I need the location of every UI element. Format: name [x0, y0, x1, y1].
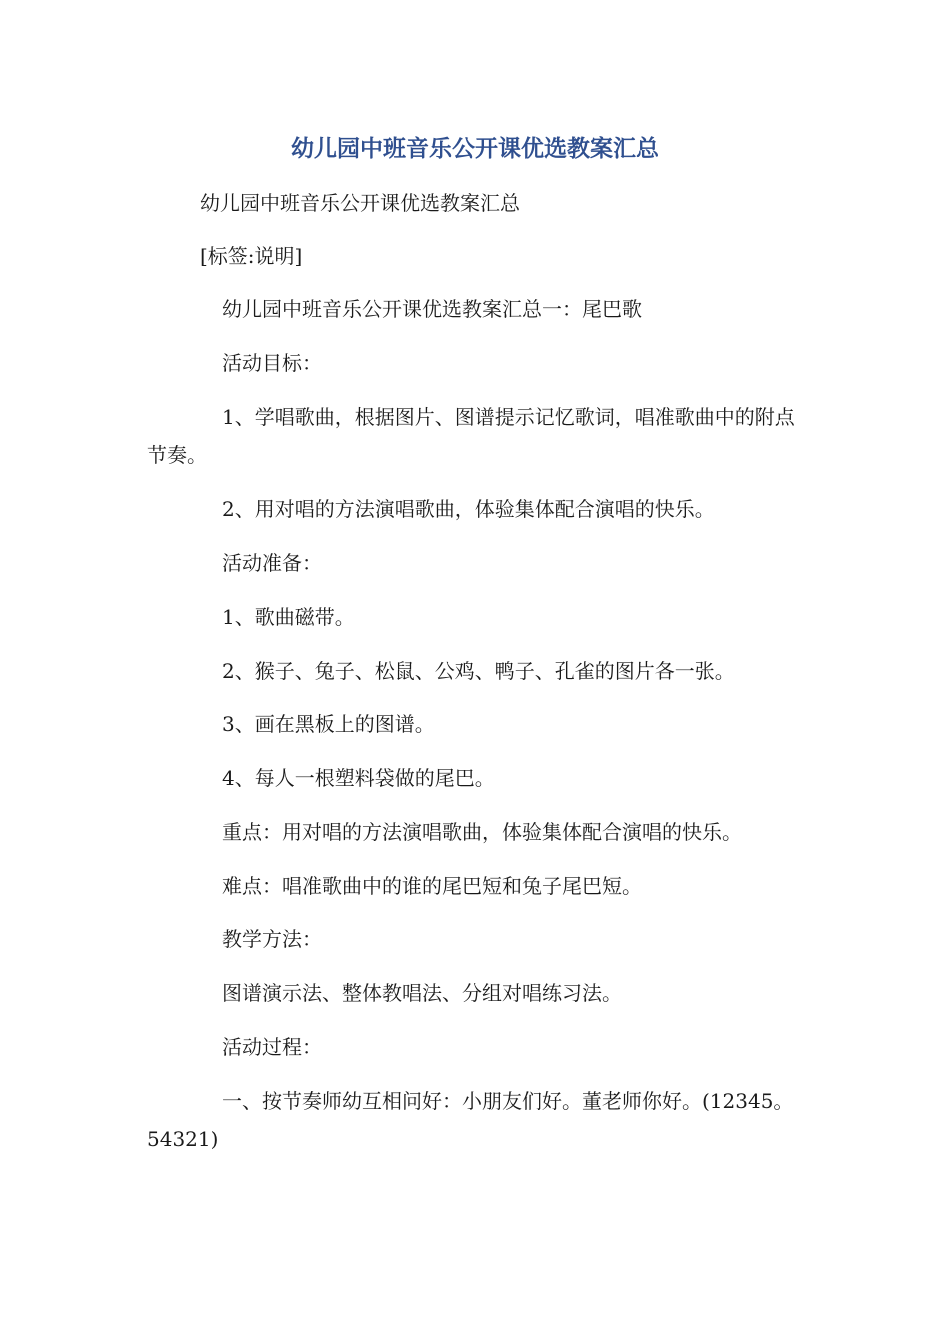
- teaching-methods-text: 图谱演示法、整体教唱法、分组对唱练习法。: [222, 981, 622, 1005]
- prep-item-3: 3、画在黑板上的图谱。: [222, 712, 435, 736]
- prep-item-1: 1、歌曲磁带。: [222, 605, 355, 629]
- prep-item-2: 2、猴子、兔子、松鼠、公鸡、鸭子、孔雀的图片各一张。: [222, 659, 735, 683]
- document-tags: [标签:说明]: [200, 244, 303, 268]
- section-heading-one: 幼儿园中班音乐公开课优选教案汇总一：尾巴歌: [222, 297, 642, 321]
- teaching-methods-heading: 教学方法：: [222, 927, 322, 951]
- difficult-point: 难点：唱准歌曲中的谁的尾巴短和兔子尾巴短。: [222, 874, 642, 898]
- activity-process-heading: 活动过程：: [222, 1035, 322, 1059]
- goal-item-1: 1、学唱歌曲，根据图片、图谱提示记忆歌词，唱准歌曲中的附点节奏。: [147, 405, 795, 467]
- prep-item-4: 4、每人一根塑料袋做的尾巴。: [222, 766, 495, 790]
- activity-prep-heading: 活动准备：: [222, 551, 322, 575]
- key-point: 重点：用对唱的方法演唱歌曲，体验集体配合演唱的快乐。: [222, 820, 742, 844]
- process-step-1: 一、按节奏师幼互相问好：小朋友们好。董老师你好。(12345。54321): [147, 1089, 794, 1151]
- goal-item-2: 2、用对唱的方法演唱歌曲，体验集体配合演唱的快乐。: [222, 497, 715, 521]
- document-title: 幼儿园中班音乐公开课优选教案汇总: [291, 136, 659, 162]
- document-subtitle: 幼儿园中班音乐公开课优选教案汇总: [200, 191, 520, 215]
- activity-goals-heading: 活动目标：: [222, 351, 322, 375]
